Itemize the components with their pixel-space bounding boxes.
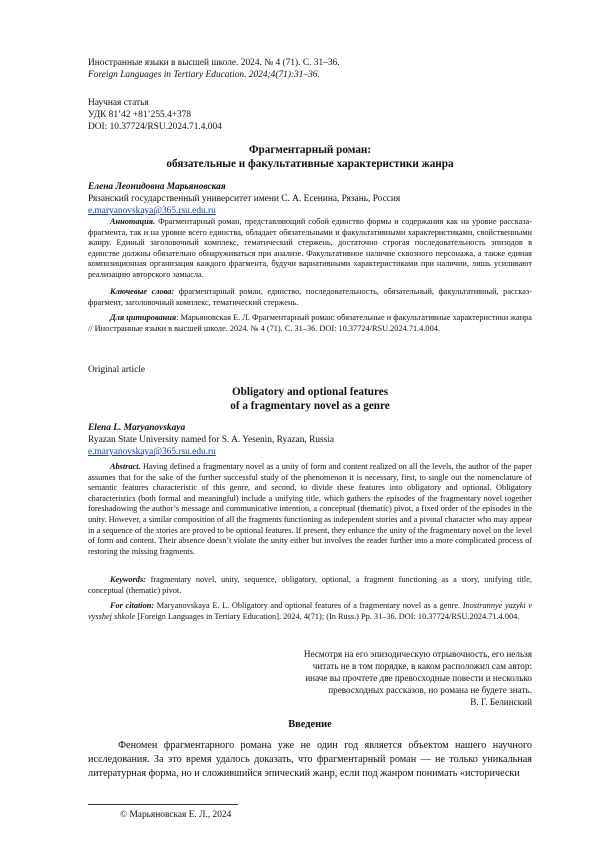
epigraph-line: иначе вы прочтете две превосходные повести и несколько: [305, 673, 532, 683]
en-affiliation: Ryazan State University named for S. A. Yesenin, Ryazan, Russia: [88, 435, 335, 445]
article-meta: [88, 97, 532, 133]
ru-abstract-text: Фрагментарный роман, представляющий собой единство формы и содержания как на уровне рассказа-фрагмента, так и на уровне всего единства, обладает обязательными и факультативными характеристиками, свойственными жанру. Единый заголовочный комплекс, тематический стержень, достаточно строгая последовательность эпизодов в единстве должны обязательно обнаруживаться при анализе. Факультативное наличие сквозного персонажа, а также единая композиционная организация каждого фрагмента, будучи вариативными характеристиками при наличии, лишь усиливают реализацию авторского замысла.: [88, 217, 532, 279]
epigraph: [250, 648, 532, 708]
en-abstract-text: Having defined a fragmentary novel as a unity of form and content realized on all the levels, the author of the paper assumes that for the sake of the further successful study of the phenomenon it is necessary, first, to single out the nomenclature of semantic features characteristic of this genre, and second, to divide these features into obligatory and optional. Obligatory characteristics (both formal and meaningful) include a unifying title, which gathers the episodes of the fragmentary novel together foreshadowing the author’s message and communicative intention, a conceptual (thematic) pivot, a fixed order of the episodes in the unity. However, a similar composition of all the fragments functioning as independent stories and a pivotal character who may appear in a sequence of the stories are proved to be optional features. If present, they enhance the unity of the fragmentary novel on the level of form and content. Their absence doesn’t violate the unity either but involves the reader further into a more complicated process of restoring the missing fragments.: [88, 462, 532, 556]
en-citation: [88, 601, 532, 622]
journal-header-en: Foreign Languages in Tertiary Education. 2024;4(71):31–36.: [88, 70, 320, 80]
ru-keywords-label: Ключевые слова:: [110, 287, 175, 296]
en-author-block: [88, 422, 532, 458]
footnote: [120, 809, 420, 821]
ru-author-block: [88, 181, 532, 217]
ru-abstract: [88, 217, 532, 281]
en-author-name: Elena L. Maryanovskaya: [88, 423, 186, 433]
en-keywords: [88, 575, 532, 596]
journal-header: [88, 57, 532, 81]
ru-title-line1: Фрагментарный роман:: [248, 144, 372, 156]
en-citation-journal: Inostrannye yazyki v vysshej shkole: [88, 601, 532, 621]
ru-author-name: Елена Леонидовна Марьяновская: [88, 182, 226, 192]
epigraph-line: читать не в том порядке, в каком расположил сам автор:: [312, 661, 532, 671]
epigraph-author: В. Г. Белинский: [470, 697, 532, 707]
en-citation-label: For citation:: [110, 601, 155, 610]
epigraph-line: превосходных рассказов, но романа не будете знать.: [328, 685, 532, 695]
article-type-ru: Научная статья: [88, 98, 149, 108]
ru-affiliation: Рязанский государственный университет имени С. А. Есенина, Рязань, Россия: [88, 194, 401, 204]
intro-paragraph: Феномен фрагментарного романа уже не один год является объектом нашего научного исследования. За это время удалось доказать, что фрагментарный роман — не только уникальная литературная форма, но и сложившийся эпический жанр, если под жанром понимать «исторически: [88, 740, 532, 779]
journal-header-ru: Иностранные языки в высшей школе. 2024. № 4 (71). С. 31–36.: [88, 58, 340, 68]
en-citation-text-b: [Foreign Languages in Tertiary Education]. 2024, 4(71); (In Russ.) Pp. 31–36. DOI: 10.37724/RSU.2024.71.4.004.: [137, 611, 520, 621]
ru-title-line2: обязательные и факультативные характеристики жанра: [166, 158, 454, 170]
en-citation-text-a: Maryanovskaya E. L. Obligatory and optional features of a fragmentary novel as a genre.: [156, 601, 461, 610]
en-email-link[interactable]: e.maryanovskaya@365.rsu.edu.ru: [88, 447, 216, 457]
ru-keywords-text: фрагментарный роман, единство, последовательность, обязательный, факультативный, рассказ-фрагмент, заголовочный комплекс, тематический стержень.: [88, 287, 533, 307]
en-abstract: [88, 462, 532, 557]
section-heading: [88, 718, 532, 732]
epigraph-line: Несмотря на его эпизодическую отрывочность, его нельзя: [303, 649, 532, 659]
copyright-note: © Марьяновская Е. Л., 2024: [120, 810, 232, 820]
ru-email-link[interactable]: e.maryanovskaya@365.rsu.edu.ru: [88, 206, 216, 216]
footnote-rule: [88, 804, 238, 805]
ru-title: [88, 143, 532, 171]
en-article-type-block: [88, 364, 532, 376]
en-title: [88, 385, 532, 413]
en-article-type: Original article: [88, 365, 146, 375]
doi-code: DOI: 10.37724/RSU.2024.71.4.004: [88, 122, 222, 132]
en-keywords-text: fragmentary novel, unity, sequence, obligatory, optional, a fragment functioning as a story, unifying title, conceptual (thematic) pivot.: [88, 575, 532, 595]
en-title-line2: of a fragmentary novel as a genre: [230, 400, 390, 412]
udk-code: УДК 81’42 +81’255.4+378: [88, 110, 192, 120]
ru-citation-label: Для цитирования: [110, 313, 177, 322]
ru-abstract-label: Аннотация.: [110, 217, 156, 226]
ru-citation-text: : Марьяновская Е. Л. Фрагментарный роман: обязательные и факультативные характеристики жанра // Иностранные языки в высшей школе. 2024. № 4 (71). С. 31–36. DOI: 10.37724/RSU.2024.71.4.004.: [88, 313, 532, 333]
en-abstract-label: Abstract.: [110, 462, 141, 471]
en-title-line1: Obligatory and optional features: [231, 386, 389, 398]
ru-citation: [88, 313, 532, 334]
en-keywords-label: Keywords:: [110, 575, 146, 584]
ru-keywords: [88, 287, 532, 308]
section-heading-text: Введение: [288, 719, 332, 730]
